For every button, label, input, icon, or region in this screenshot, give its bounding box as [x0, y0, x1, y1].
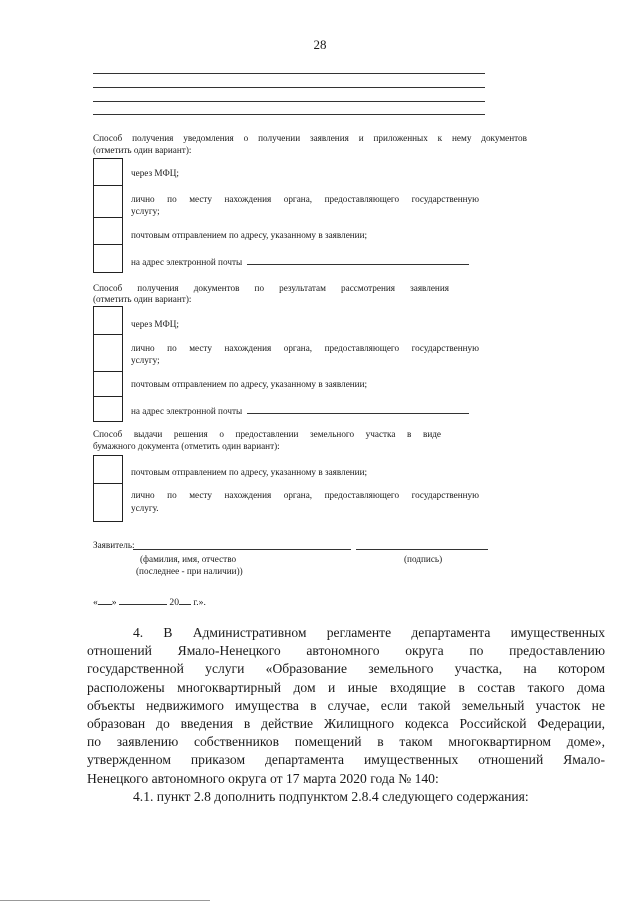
checkbox-s1-email[interactable]	[93, 244, 123, 273]
blank-line-1	[93, 73, 485, 74]
date-suffix: г.».	[193, 597, 206, 608]
checkbox-s2-email[interactable]	[93, 396, 123, 422]
checkbox-s1-post[interactable]	[93, 217, 123, 245]
s1-email-field[interactable]	[247, 256, 469, 265]
checkbox-s3-post[interactable]	[93, 455, 123, 484]
date-year-field[interactable]	[179, 596, 191, 605]
date-month-field[interactable]	[119, 596, 167, 605]
section-1-heading	[93, 132, 527, 144]
s1-option-email-label: на адрес электронной почты	[131, 257, 243, 267]
applicant-name-line[interactable]	[133, 549, 351, 550]
section-1-heading-line1: Способ получения уведомления о получении заявления и приложенных к нему документов	[93, 133, 527, 143]
paragraph-1-line-3: государственной услуги «Образование земельного участка, на котором	[87, 661, 605, 677]
paragraph-1-line-4: расположены многоквартирный дом и иные входящие в состав такого дома	[87, 679, 605, 695]
s1-option-in-person-line1: лично по месту нахождения органа, предоставляющего государственную	[131, 194, 479, 204]
blank-line-4	[93, 114, 485, 115]
s2-option-in-person-line2: услугу;	[131, 355, 160, 365]
date-day-field[interactable]	[98, 596, 112, 605]
blank-line-2	[93, 87, 485, 88]
paragraph-1-line-6: образован до введения в действие Жилищного кодекса Российской Федерации,	[87, 716, 605, 732]
name-caption-line1: (фамилия, имя, отчество	[140, 554, 237, 564]
checkbox-s1-mfc[interactable]	[93, 158, 123, 186]
date-open-quote: «	[93, 597, 98, 608]
scan-edge-line	[0, 900, 210, 901]
s1-option-email	[131, 256, 491, 268]
section-3-heading	[93, 428, 441, 440]
s2-option-in-person-line1: лично по месту нахождения органа, предоставляющего государственную	[131, 343, 479, 353]
date-close-quote: »	[111, 597, 117, 608]
section-2-heading-line2: (отметить один вариант):	[93, 294, 192, 304]
blank-line-3	[93, 101, 485, 102]
s2-option-post: почтовым отправлением по адресу, указанному в заявлении;	[131, 379, 368, 389]
checkbox-s2-mfc[interactable]	[93, 306, 123, 335]
paragraph-1-line-9: Ненецкого автономного округа от 17 марта 2020 года № 140:	[87, 770, 439, 786]
checkbox-s3-in-person[interactable]	[93, 483, 123, 522]
date-line	[93, 596, 206, 609]
paragraph-1-line-8: утвержденном приказом департамента имущественных отношений Ямало-	[87, 752, 605, 768]
s3-option-in-person-line1: лично по месту нахождения органа, предоставляющего государственную	[131, 490, 479, 500]
s1-option-mfc: через МФЦ;	[131, 168, 179, 178]
name-caption-line2: (последнее - при наличии))	[136, 566, 243, 576]
paragraph-1-line-2: отношений Ямало-Ненецкого автономного округа по предоставлению	[87, 643, 605, 659]
section-1-heading-line2: (отметить один вариант):	[93, 145, 192, 155]
s1-option-in-person-line2: услугу;	[131, 206, 160, 216]
checkbox-s1-in-person[interactable]	[93, 185, 123, 218]
date-year-prefix: 20	[169, 597, 179, 608]
s2-option-email-label: на адрес электронной почты	[131, 406, 243, 416]
applicant-label: Заявитель:	[93, 540, 135, 550]
signature-caption: (подпись)	[404, 554, 443, 564]
paragraph-1-line-7: по заявлению собственников помещений в таком многоквартирном доме»,	[87, 734, 605, 750]
section-3-heading-line2: бумажного документа (отметить один вариант):	[93, 441, 280, 451]
s1-option-post: почтовым отправлением по адресу, указанному в заявлении;	[131, 230, 368, 240]
checkbox-s2-in-person[interactable]	[93, 334, 123, 372]
s2-option-email	[131, 405, 491, 417]
s2-option-mfc: через МФЦ;	[131, 319, 179, 329]
body-text	[87, 624, 605, 806]
paragraph-1-line-5: объекты недвижимого имущества в случае, если такой земельный участок не	[87, 697, 605, 713]
paragraph-2: 4.1. пункт 2.8 дополнить подпунктом 2.8.4 следующего содержания:	[133, 788, 529, 804]
checkbox-s2-post[interactable]	[93, 371, 123, 397]
s2-email-field[interactable]	[247, 405, 469, 414]
paragraph-1-line-1: 4. В Административном регламенте департамента имущественных	[133, 625, 605, 640]
section-2-heading-line1: Способ получения документов по результатам рассмотрения заявления	[93, 283, 449, 293]
section-3-heading-line1: Способ выдачи решения о предоставлении земельного участка в виде	[93, 429, 441, 439]
signature-line[interactable]	[356, 549, 488, 550]
page-number: 28	[313, 37, 327, 52]
s3-option-post: почтовым отправлением по адресу, указанному в заявлении;	[131, 467, 368, 477]
s3-option-in-person-line2: услугу.	[131, 503, 159, 513]
